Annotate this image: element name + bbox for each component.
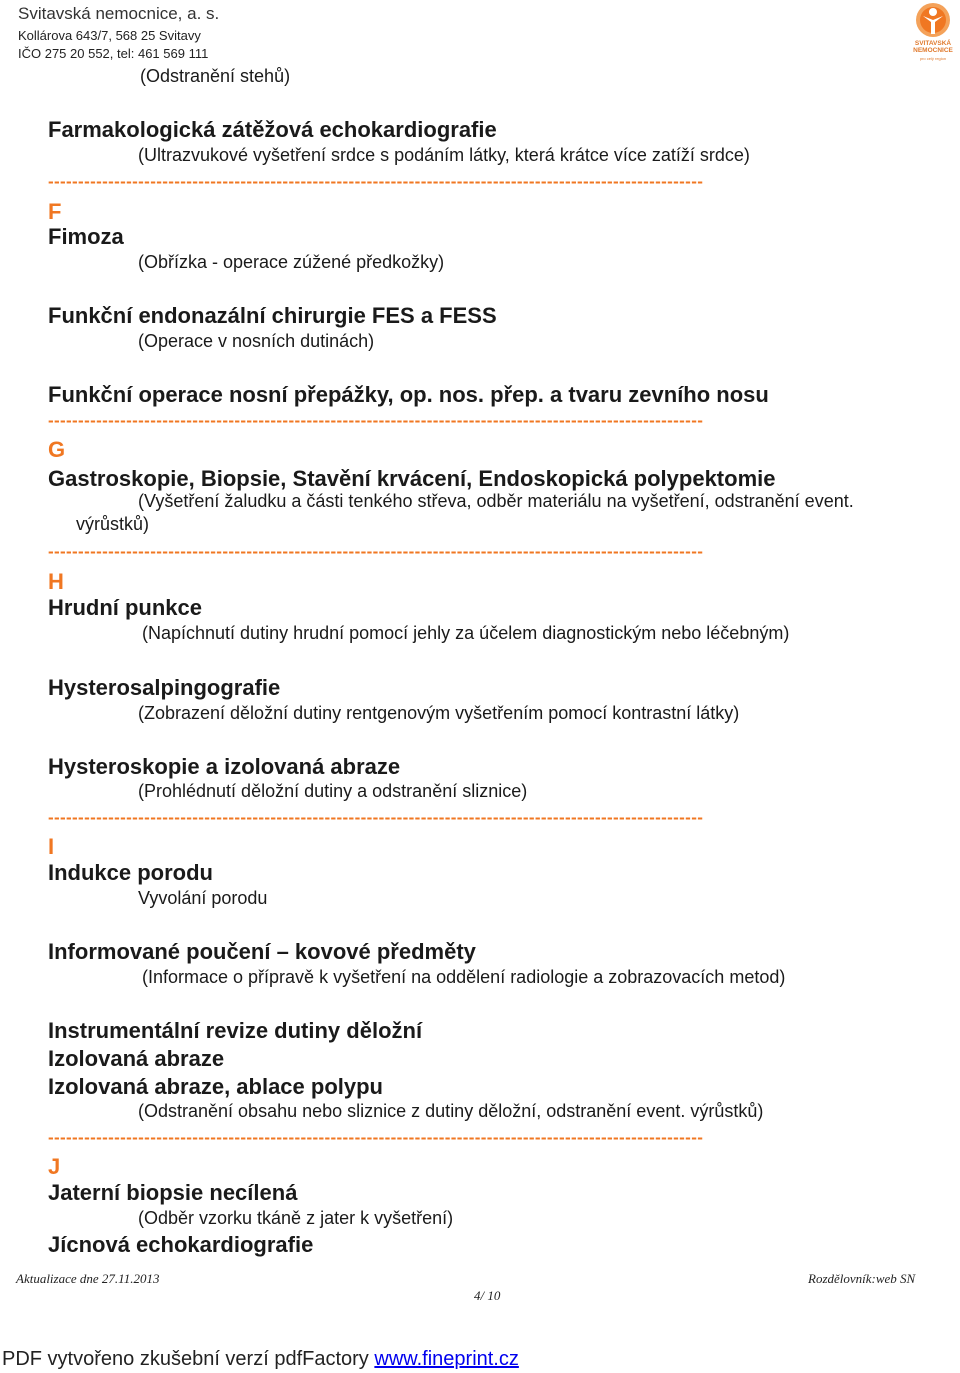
footer-distribution: Rozdělovník:web SN [808,1271,916,1286]
term-description: (Prohlédnutí děložní dutiny a odstranění sliznice) [138,781,528,801]
term-title: Izolovaná abraze, ablace polypu [48,1074,383,1099]
logo-text-1: SVITAVSKÁ [914,40,952,47]
term-description: (Obřízka - operace zúžené předkožky) [138,252,445,272]
fineprint-link[interactable]: www.fineprint.cz [374,1348,519,1370]
term-title: Hysterosalpingografie [48,675,281,700]
section-letter-i: I [48,834,55,859]
term-description: výrůstků) [76,514,150,534]
section-letter-g: G [48,437,66,462]
term-description: (Informace o přípravě k vyšetření na oddělení radiologie a zobrazovacích metod) [142,967,786,987]
term-description: (Ultrazvukové vyšetření srdce s podáním látky, která krátce více zatíží srdce) [138,145,750,165]
term-description: (Napíchnutí dutiny hrudní pomocí jehly za účelem diagnostickým nebo léčebným) [142,623,790,643]
hospital-logo-icon [906,0,960,40]
org-ico-tel: IČO 275 20 552, tel: 461 569 111 [18,46,209,61]
section-separator: ------------------------------------------------------------------------------------------------------------- [48,411,704,430]
section-separator: ------------------------------------------------------------------------------------------------------------- [48,172,704,191]
term-description: (Odstranění obsahu nebo sliznice z dutiny děložní, odstranění event. výrůstků) [138,1101,764,1121]
term-title: Funkční operace nosní přepážky, op. nos. přep. a tvaru zevního nosu [48,382,769,407]
org-address: Kollárova 643/7, 568 25 Svitavy [18,28,201,43]
pdf-watermark-text: PDF vytvořeno zkušební verzí pdfFactory [2,1348,369,1370]
footer-page-number: 4/ 10 [474,1288,501,1303]
logo-text-2: NEMOCNICE [913,47,953,54]
term-title: Indukce porodu [48,860,213,885]
term-title: Hysteroskopie a izolovaná abraze [48,754,401,779]
section-separator: ------------------------------------------------------------------------------------------------------------- [48,808,704,827]
term-title: Instrumentální revize dutiny děložní [48,1018,423,1043]
section-separator: ------------------------------------------------------------------------------------------------------------- [48,542,704,561]
term-description: (Operace v nosních dutinách) [138,331,375,351]
term-title: Hrudní punkce [48,595,203,620]
term-description: (Odběr vzorku tkáně z jater k vyšetření) [138,1208,454,1228]
section-separator: ------------------------------------------------------------------------------------------------------------- [48,1128,704,1147]
pdf-watermark [2,1348,519,1371]
term-title: Funkční endonazální chirurgie FES a FESS [48,303,497,328]
term-title: Gastroskopie, Biopsie, Stavění krvácení, Endoskopická polypektomie [48,466,776,491]
term-title: Farmakologická zátěžová echokardiografie [48,117,497,142]
term-title: Izolovaná abraze [48,1046,225,1071]
hospital-logo [906,0,960,68]
term-title: Jícnová echokardiografie [48,1232,314,1257]
section-letter-j: J [48,1154,61,1179]
term-description: (Vyšetření žaludku a části tenkého střeva, odběr materiálu na vyšetření, odstranění event. [138,491,854,511]
term-title: Jaterní biopsie necílená [48,1180,298,1205]
footer-updated: Aktualizace dne 27.11.2013 [16,1271,160,1286]
logo-subtitle: pro celý region [919,56,947,61]
section-letter-f: F [48,199,62,224]
term-title: Informované poučení – kovové předměty [48,939,476,964]
term-title: Fimoza [48,224,124,249]
section-letter-h: H [48,569,64,594]
org-name: Svitavská nemocnice, a. s. [18,4,220,23]
term-description: (Zobrazení děložní dutiny rentgenovým vyšetřením pomocí kontrastní látky) [138,703,740,723]
term-description: (Odstranění stehů) [140,66,291,86]
term-description: Vyvolání porodu [138,888,268,908]
